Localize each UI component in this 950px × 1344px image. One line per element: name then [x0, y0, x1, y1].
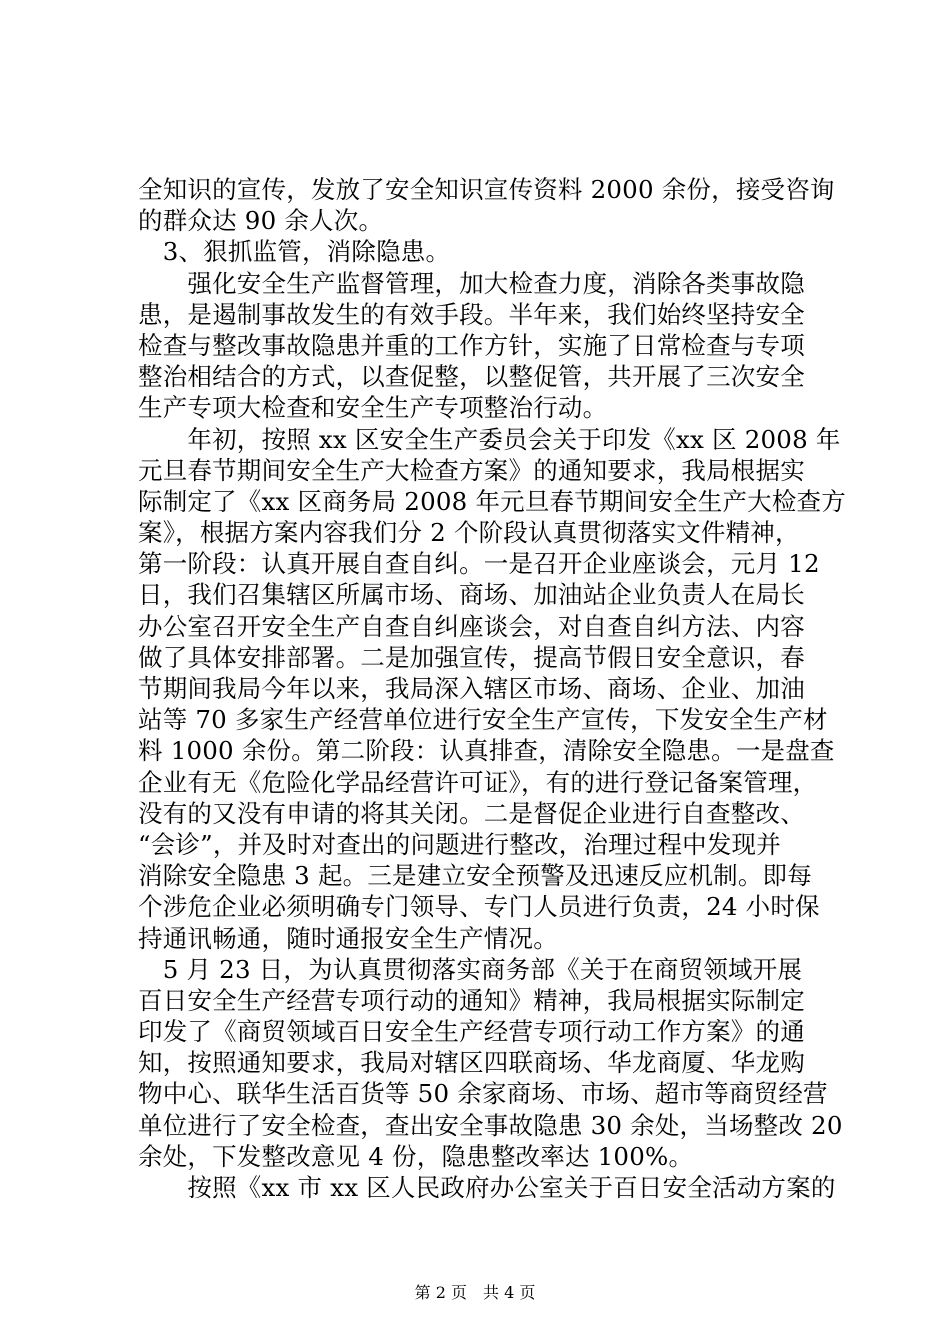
text-line: 际制定了《xx 区商务局 2008 年元旦春节期间安全生产大检查方 — [138, 486, 846, 516]
text-line: 5 月 23 日，为认真贯彻落实商务部《关于在商贸领域开展 — [138, 954, 803, 984]
text-line: 按照《xx 市 xx 区人民政府办公室关于百日安全活动方案的 — [138, 1173, 836, 1202]
text-line: 印发了《商贸领域百日安全生产经营专项行动工作方案》的通 — [138, 1017, 805, 1047]
text-line: 强化安全生产监督管理，加大检查力度，消除各类事故隐 — [138, 268, 805, 298]
text-line: 全知识的宣传，发放了安全知识宣传资料 2000 余份，接受咨询 — [138, 175, 835, 204]
text-line: 年初，按照 xx 区安全生产委员会关于印发《xx 区 2008 年 — [138, 424, 841, 454]
text-line: 办公室召开安全生产自查自纠座谈会，对自查自纠方法、内容 — [138, 611, 805, 641]
text-line: 持通讯畅通，随时通报安全生产情况。 — [138, 923, 558, 953]
text-line: 单位进行了安全检查，查出安全事故隐患 30 余处，当场整改 20 — [138, 1110, 843, 1140]
section-heading: 3、狠抓监管，消除隐患。 — [138, 237, 451, 267]
text-line: 案》，根据方案内容我们分 2 个阶段认真贯彻落实文件精神， — [138, 518, 800, 548]
text-line: 余处，下发整改意见 4 份，隐患整改率达 100%。 — [138, 1141, 694, 1171]
text-line: 消除安全隐患 3 起。三是建立安全预警及迅速反应机制。即每 — [138, 861, 812, 891]
text-line: 生产专项大检查和安全生产专项整治行动。 — [138, 393, 608, 423]
document-body — [138, 174, 846, 1203]
text-line: 站等 70 多家生产经营单位进行安全生产宣传，下发安全生产材 — [138, 705, 828, 735]
text-line: 日，我们召集辖区所属市场、商场、加油站企业负责人在局长 — [138, 580, 805, 610]
text-line: 料 1000 余份。第二阶段：认真排查，清除安全隐患。一是盘查 — [138, 736, 835, 766]
text-line: 没有的又没有申请的将其关闭。二是督促企业进行自查整改、 — [138, 798, 805, 828]
text-line: 个涉危企业必须明确专门领导、专门人员进行负责，24 小时保 — [138, 892, 820, 922]
text-line: 元旦春节期间安全生产大检查方案》的通知要求，我局根据实 — [138, 455, 805, 485]
text-line: 百日安全生产经营专项行动的通知》精神，我局根据实际制定 — [138, 985, 805, 1015]
text-line: 的群众达 90 余人次。 — [138, 206, 384, 236]
text-line: 第一阶段：认真开展自查自纠。一是召开企业座谈会，元月 12 — [138, 549, 820, 579]
text-line: 知，按照通知要求，我局对辖区四联商场、华龙商厦、华龙购 — [138, 1048, 805, 1078]
text-line: 物中心、联华生活百货等 50 余家商场、市场、超市等商贸经营 — [138, 1079, 828, 1109]
text-line: 整治相结合的方式，以查促整，以整促管，共开展了三次安全 — [138, 362, 805, 392]
text-line: 检查与整改事故隐患并重的工作方针，实施了日常检查与专项 — [138, 330, 805, 360]
text-line: 节期间我局今年以来，我局深入辖区市场、商场、企业、加油 — [138, 674, 805, 703]
text-line: 患，是遏制事故发生的有效手段。半年来，我们始终坚持安全 — [138, 299, 805, 329]
text-line: 企业有无《危险化学品经营许可证》，有的进行登记备案管理， — [138, 767, 818, 797]
text-line: 做了具体安排部署。二是加强宣传，提高节假日安全意识，春 — [138, 642, 805, 672]
text-line: “会诊”，并及时对查出的问题进行整改，治理过程中发现并 — [138, 829, 781, 859]
page-footer: 第 2 页 共 4 页 — [414, 1283, 536, 1302]
